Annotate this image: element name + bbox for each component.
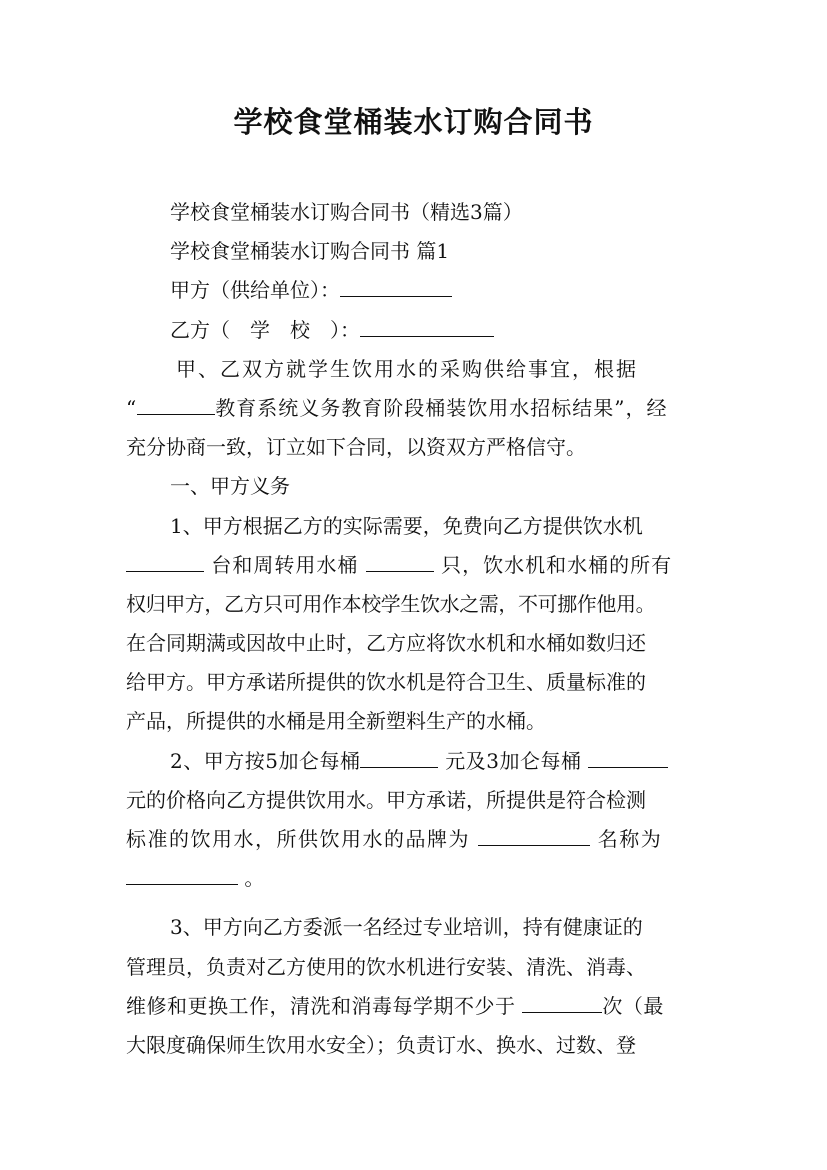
blank-line	[340, 274, 452, 297]
paragraph-text: 在合同期满或因故中止时，乙方应将饮水机和水桶如数归还	[126, 631, 646, 656]
paragraph-text: 维修和更换工作，清洗和消毒每学期不少于	[126, 993, 523, 1018]
party-b-line	[126, 311, 704, 350]
document-body	[126, 193, 704, 1065]
blank-line	[588, 745, 668, 768]
paragraph-text: 3、甲方向乙方委派一名经过专业培训，持有健康证的	[170, 915, 643, 940]
paragraph-text: 产品，所提供的水桶是用全新塑料生产的水桶。	[126, 709, 546, 734]
paragraph-line	[126, 507, 704, 546]
paragraph-text: 给甲方。甲方承诺所提供的饮水机是符合卫生、质量标准的	[126, 670, 646, 695]
paragraph-text: 甲、乙双方就学生饮用水的采购供给事宜，根据	[176, 356, 638, 381]
paragraph-gap	[126, 898, 704, 908]
paragraph-text: 管理员，负责对乙方使用的饮水机进行安装、清洗、消毒、	[126, 954, 646, 979]
paragraph-text: 1、甲方根据乙方的实际需要，免费向乙方提供饮水机	[170, 513, 643, 538]
paragraph-line	[126, 624, 704, 663]
blank-line	[522, 990, 602, 1013]
party-a-line	[126, 271, 704, 310]
paragraph-line	[126, 820, 704, 859]
paragraph-line	[126, 350, 704, 389]
document-title: 学校食堂桶装水订购合同书	[233, 105, 594, 139]
paragraph-text: 台和周转用水桶	[204, 552, 366, 577]
paragraph-line	[126, 467, 704, 506]
paragraph-text: 元及3加仑每桶	[438, 748, 589, 773]
paragraph-text: 元的价格向乙方提供饮用水。甲方承诺，所提供是符合检测	[126, 787, 646, 812]
paragraph-line	[126, 987, 704, 1026]
party-b-label: 乙方（ 学 校 ）：	[170, 317, 360, 342]
party-a-label: 甲方（供给单位）：	[170, 278, 340, 303]
paragraph-line	[126, 781, 704, 820]
paragraph-line	[126, 193, 704, 232]
paragraph-text: “	[126, 395, 138, 420]
paragraph-text: 只，饮水机和水桶的所有	[433, 552, 673, 577]
section-heading: 一、甲方义务	[170, 474, 290, 499]
blank-line	[478, 823, 590, 846]
paragraph-text: 教育系统义务教育阶段桶装饮用水招标结果”，经	[215, 395, 668, 420]
blank-line	[126, 862, 238, 885]
paragraph-line	[126, 1026, 704, 1065]
paragraph-line	[126, 232, 704, 271]
blank-line	[360, 745, 438, 768]
paragraph-text: 2、甲方按5加仑每桶	[170, 748, 361, 773]
blank-line	[366, 549, 434, 572]
blank-line	[126, 549, 204, 572]
paragraph-line	[126, 585, 704, 624]
paragraph-text: 大限度确保师生饮用水安全）；负责订水、换水、过数、登	[126, 1032, 636, 1057]
paragraph-text: 充分协商一致，订立如下合同，以资双方严格信守。	[126, 435, 586, 460]
paragraph-text: 次（最	[602, 993, 664, 1018]
paragraph-text: 权归甲方，乙方只可用作本校学生饮水之需，不可挪作他用。	[126, 591, 656, 616]
blank-line	[360, 314, 494, 337]
blank-line	[137, 392, 215, 415]
section-heading: 学校食堂桶装水订购合同书 篇1	[170, 239, 450, 264]
paragraph-text: 标准的饮用水，所供饮用水的品牌为	[126, 827, 478, 851]
paragraph-line	[126, 428, 704, 467]
paragraph-line	[126, 742, 704, 781]
paragraph-line	[126, 948, 704, 987]
paragraph-line	[126, 389, 704, 428]
paragraph-text: 。	[238, 866, 265, 891]
paragraph-text: 名称为	[589, 827, 663, 851]
subtitle-line: 学校食堂桶装水订购合同书（精选3篇）	[170, 200, 523, 224]
paragraph-line	[126, 908, 704, 947]
paragraph-line	[126, 546, 704, 585]
paragraph-line	[126, 663, 704, 702]
paragraph-line	[126, 702, 704, 741]
paragraph-line	[126, 859, 704, 898]
